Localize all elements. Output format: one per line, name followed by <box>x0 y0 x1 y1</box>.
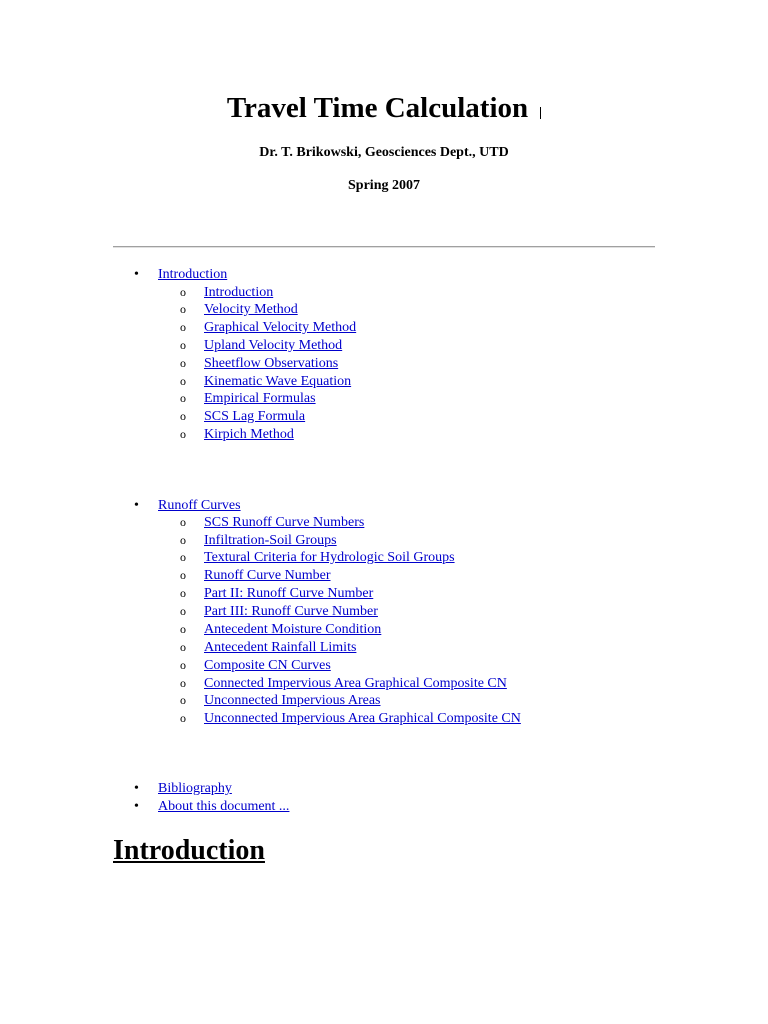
toc-link-kirpich-method[interactable]: Kirpich Method <box>204 427 294 442</box>
toc-subitem <box>204 337 342 355</box>
toc-item-runoff-curves <box>158 497 241 515</box>
toc-subitem <box>204 692 381 710</box>
toc-subitem <box>204 603 378 621</box>
toc-subitem <box>204 301 298 319</box>
toc-link-antecedent-rainfall-limits[interactable]: Antecedent Rainfall Limits <box>204 640 357 655</box>
section-heading-introduction: Introduction <box>113 835 265 866</box>
toc-subitem <box>204 567 331 585</box>
page-title-text: Travel Time Calculation <box>226 92 529 124</box>
toc-subitem <box>204 426 294 444</box>
toc-link-runoff-curves[interactable]: Runoff Curves <box>158 498 241 513</box>
toc-link-about-this-document[interactable]: About this document ... <box>158 799 290 814</box>
toc-link-intro-introduction[interactable]: Introduction <box>204 285 274 300</box>
toc-subitem <box>204 657 331 675</box>
toc-link-upland-velocity-method[interactable]: Upland Velocity Method <box>204 338 343 353</box>
toc-subitem <box>204 355 338 373</box>
page-title <box>0 90 768 126</box>
toc-subitem <box>204 408 305 426</box>
toc-subitem <box>204 319 356 337</box>
toc-link-antecedent-moisture-condition[interactable]: Antecedent Moisture Condition <box>204 622 382 637</box>
toc-subitem <box>204 621 381 639</box>
toc-subitem <box>204 532 337 550</box>
toc-subitem <box>204 514 364 532</box>
toc-link-unconnected-impervious-area-graphical[interactable]: Unconnected Impervious Area Graphical Composite CN <box>204 711 521 726</box>
title-marker <box>540 107 541 119</box>
toc-link-part-ii-runoff-curve-number[interactable]: Part II: Runoff Curve Number <box>204 586 374 601</box>
toc-item-bibliography <box>158 780 232 798</box>
toc-link-infiltration-soil-groups[interactable]: Infiltration-Soil Groups <box>204 533 337 548</box>
toc-subitem <box>204 639 356 657</box>
toc-link-velocity-method[interactable]: Velocity Method <box>204 302 298 317</box>
author-line: Dr. T. Brikowski, Geosciences Dept., UTD <box>259 145 509 160</box>
toc-item-about <box>158 798 289 816</box>
toc-subitem <box>204 284 273 302</box>
toc-link-scs-runoff-curve-numbers[interactable]: SCS Runoff Curve Numbers <box>204 515 365 530</box>
toc-link-empirical-formulas[interactable]: Empirical Formulas <box>204 391 316 406</box>
toc-link-graphical-velocity-method[interactable]: Graphical Velocity Method <box>204 320 357 335</box>
toc-link-bibliography[interactable]: Bibliography <box>158 781 232 796</box>
toc-link-runoff-curve-number[interactable]: Runoff Curve Number <box>204 568 331 583</box>
toc-link-connected-impervious-area[interactable]: Connected Impervious Area Graphical Composite CN <box>204 676 507 691</box>
toc-link-part-iii-runoff-curve-number[interactable]: Part III: Runoff Curve Number <box>204 604 378 619</box>
toc-link-composite-cn-curves[interactable]: Composite CN Curves <box>204 658 331 673</box>
toc-link-unconnected-impervious-areas[interactable]: Unconnected Impervious Areas <box>204 693 381 708</box>
toc-link-scs-lag-formula[interactable]: SCS Lag Formula <box>204 409 306 424</box>
toc-subitem <box>204 710 521 728</box>
toc-link-sheetflow-observations[interactable]: Sheetflow Observations <box>204 356 339 371</box>
date-line: Spring 2007 <box>348 178 420 193</box>
toc-subitem <box>204 675 507 693</box>
toc-link-textural-criteria[interactable]: Textural Criteria for Hydrologic Soil Groups <box>204 550 455 565</box>
toc-subitem <box>204 549 455 567</box>
toc-subitem <box>204 390 316 408</box>
horizontal-rule <box>113 246 655 248</box>
toc-link-kinematic-wave-equation[interactable]: Kinematic Wave Equation <box>204 374 352 389</box>
toc-item-introduction <box>158 266 227 284</box>
toc-link-introduction[interactable]: Introduction <box>158 267 228 282</box>
toc-subitem <box>204 373 351 391</box>
toc-subitem <box>204 585 373 603</box>
